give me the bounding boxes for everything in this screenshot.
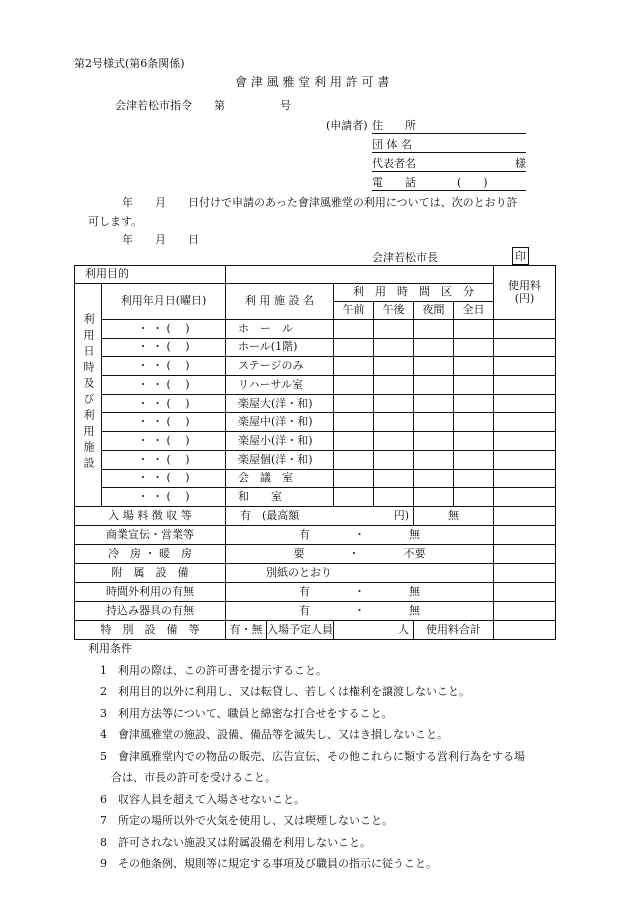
body-text-line1: 年 月 日付けで申請のあった會津風雅堂の利用については、次のとおり許 [122, 196, 518, 209]
attendance-value: 人 [334, 620, 414, 639]
facility-hall: ホ ー ル [226, 320, 334, 339]
document-title: 會 津 風 雅 堂 利 用 許 可 書 [235, 75, 390, 89]
purpose-value [226, 266, 494, 284]
commerce-label: 商業宣伝・営業等 [75, 525, 226, 544]
period-night: 夜間 [414, 302, 454, 320]
period-pm: 午後 [374, 302, 414, 320]
facility-dressing-large: 楽屋大(洋・和) [226, 394, 334, 413]
representative-field [372, 155, 526, 172]
aircon-label: 冷 房 ・ 暖 房 [75, 544, 226, 563]
condition-item: 3 利用方法等について、職員と綿密な打合せをすること。 [100, 706, 393, 720]
condition-item: 1 利用の際は、この許可書を提示すること。 [100, 663, 327, 677]
date-column-header: 利用年月日(曜日) [102, 284, 226, 320]
date-cell: ・ ・ ( ) [102, 450, 226, 469]
date-cell: ・ ・ ( ) [102, 413, 226, 432]
condition-item: 9 その他条例、規則等に規定する事項及び職員の指示に従うこと。 [100, 857, 437, 870]
condition-item: 7 所定の場所以外で火気を使用し、又は喫煙しないこと。 [100, 814, 393, 827]
total-fee-value [494, 620, 556, 639]
admission-label: 入 場 料 徴 収 等 [75, 506, 226, 525]
aircon-value: 要 ・ 不要 [226, 544, 494, 563]
condition-item: 合は、市長の許可を受けること。 [100, 771, 276, 784]
body-text-line2: 可します。 [88, 215, 143, 228]
order-number-line: 会津若松市指令 第 号 [115, 99, 291, 112]
facility-meeting: 会 議 室 [226, 469, 334, 488]
fee-header [494, 266, 556, 320]
date-cell: ・ ・ ( ) [102, 488, 226, 507]
period-allday: 全日 [454, 302, 494, 320]
telephone-label: 電 話 [372, 176, 416, 189]
date-cell: ・ ・ ( ) [102, 357, 226, 376]
condition-item: 8 許可されない施設又は附属設備を利用しないこと。 [100, 835, 371, 849]
date-cell: ・ ・ ( ) [102, 338, 226, 357]
purpose-label: 利用目的 [75, 266, 226, 284]
date-cell: ・ ・ ( ) [102, 320, 226, 339]
facility-japanese-room: 和 室 [226, 488, 334, 507]
special-equipment-row [226, 620, 334, 639]
applicant-prefix: (申請者) [326, 119, 368, 132]
overtime-label: 時間外利用の有無 [75, 582, 226, 601]
facility-stage: ステージのみ [226, 357, 334, 376]
seal-mark: 印 [512, 247, 529, 265]
mayor-title: 会津若松市長 [372, 251, 438, 264]
facility-hall-1f: ホール(1階) [226, 338, 334, 357]
side-label-cell [75, 284, 102, 507]
date-cell: ・ ・ ( ) [102, 469, 226, 488]
issue-date: 年 月 日 [122, 233, 199, 246]
admission-yes-text: 有 (最高額 [240, 508, 300, 522]
special-equipment-value: 有・無 [226, 621, 267, 639]
honorific: 様 [515, 157, 526, 170]
bring-equipment-value: 有 ・ 無 [226, 601, 494, 620]
fee-header-line2: (円) [514, 291, 535, 305]
condition-item: 2 利用目的以外に利用し、又は転貸し、若しくは権利を譲渡しないこと。 [100, 685, 470, 698]
telephone-field [372, 174, 526, 191]
group-name-field: 団 体 名 [372, 136, 526, 153]
conditions-section [88, 638, 558, 875]
special-equipment-label: 特 別 設 備 等 [75, 620, 226, 639]
period-am: 午前 [334, 302, 374, 320]
overtime-value: 有 ・ 無 [226, 582, 494, 601]
form-number: 第2号様式(第6条関係) [74, 57, 185, 70]
facility-column-header: 利 用 施 設 名 [226, 284, 334, 320]
admission-yes [226, 506, 414, 525]
representative-label: 代表者名 [372, 157, 416, 170]
admission-yen: 円) [393, 508, 409, 522]
facility-dressing-small: 楽屋小(洋・和) [226, 432, 334, 451]
date-cell: ・ ・ ( ) [102, 432, 226, 451]
condition-item: 4 會津風雅堂の施設、設備、備品等を滅失し、又はき損しないこと。 [100, 728, 448, 741]
date-cell: ・ ・ ( ) [102, 394, 226, 413]
admission-no: 無 [414, 506, 494, 525]
commerce-value: 有 ・ 無 [226, 525, 494, 544]
fee-header-line1: 使用料 [508, 279, 541, 293]
address-field: 住 所 [372, 117, 526, 134]
facility-rehearsal: リハーサル室 [226, 376, 334, 395]
condition-item: 5 會津風雅堂内での物品の販売、広告宣伝、その他これらに類する営利行為をする場 [100, 749, 525, 763]
total-fee-label: 使用料合計 [414, 620, 494, 639]
attendance-label: 入場予定人員 [267, 622, 333, 636]
equipment-label: 附 属 設 備 [75, 563, 226, 582]
usage-table [74, 265, 556, 640]
date-cell: ・ ・ ( ) [102, 376, 226, 395]
bring-equipment-label: 持込み器具の有無 [75, 601, 226, 620]
telephone-paren: ( ) [457, 176, 488, 189]
condition-item: 6 収容人員を超えて入場させないこと。 [100, 792, 305, 806]
conditions-title: 利用条件 [88, 642, 132, 655]
equipment-value: 別紙のとおり [226, 563, 494, 582]
facility-dressing-private: 楽屋個(洋・和) [226, 450, 334, 469]
period-column-header: 利 用 時 間 区 分 [334, 284, 494, 302]
side-label: 利用日時及び利用施設 [82, 313, 96, 474]
facility-dressing-medium: 楽屋中(洋・和) [226, 413, 334, 432]
